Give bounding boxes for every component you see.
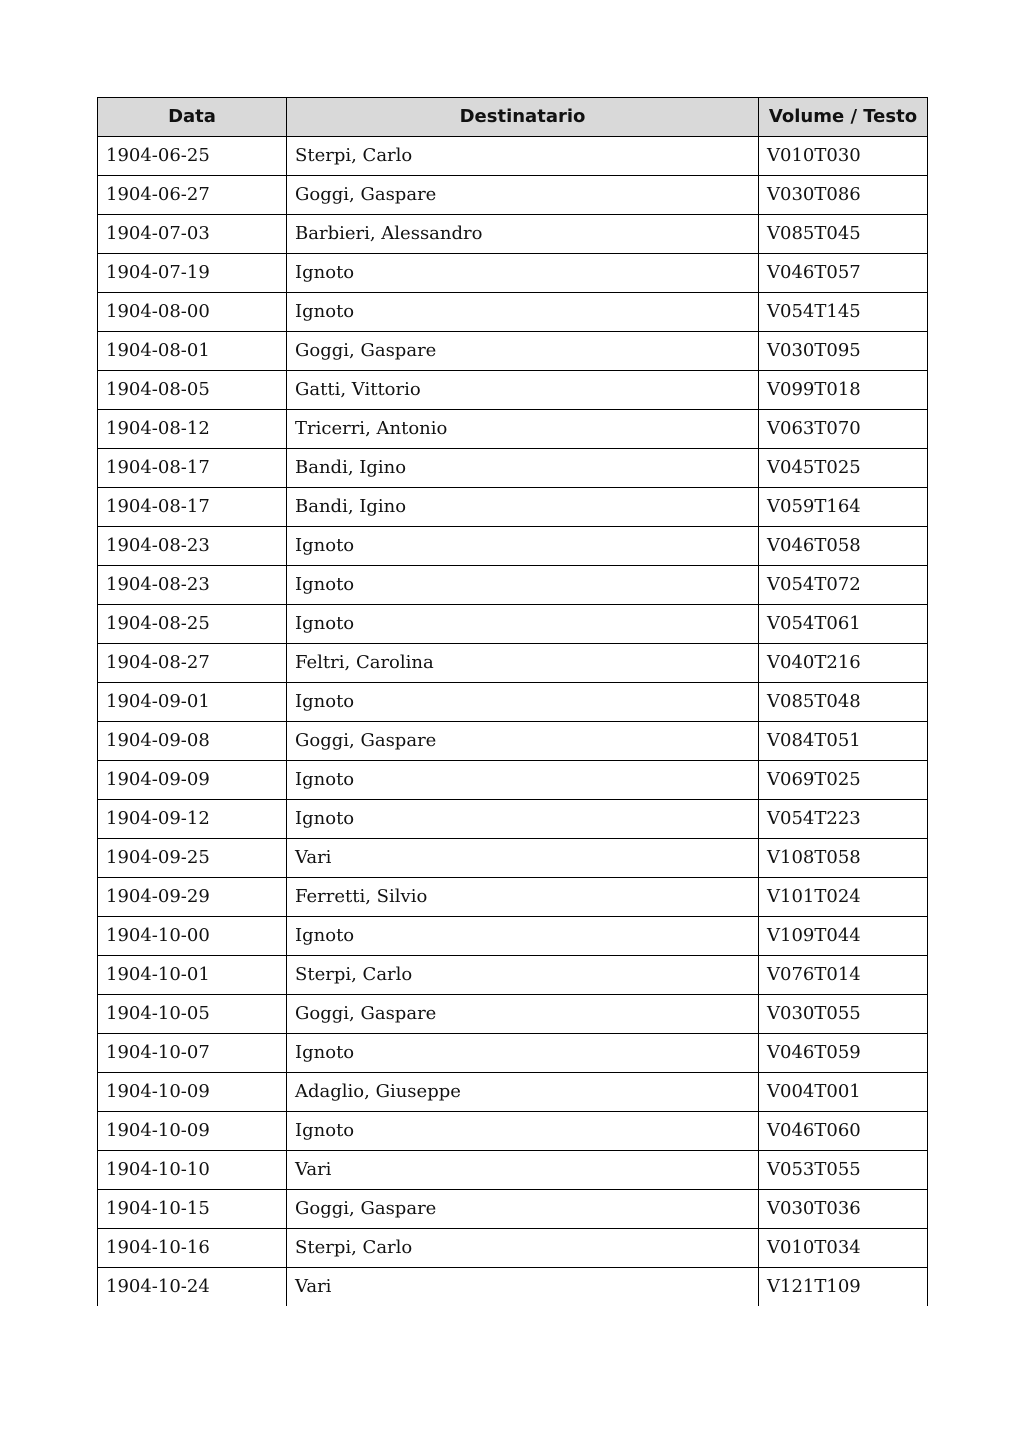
cell-date: 1904-08-00 [98,293,287,332]
cell-date: 1904-08-25 [98,605,287,644]
cell-date: 1904-08-01 [98,332,287,371]
cell-recipient: Vari [287,1151,759,1190]
cell-volume: V040T216 [759,644,928,683]
cell-recipient: Ignoto [287,1034,759,1073]
cell-recipient: Goggi, Gaspare [287,995,759,1034]
column-header-recipient: Destinatario [287,98,759,137]
cell-volume: V054T223 [759,800,928,839]
cell-volume: V108T058 [759,839,928,878]
letters-table [97,97,928,1306]
cell-date: 1904-10-15 [98,1190,287,1229]
table-body [98,137,928,1307]
table-row [98,176,928,215]
cell-date: 1904-10-24 [98,1268,287,1307]
cell-recipient: Ignoto [287,254,759,293]
cell-volume: V054T061 [759,605,928,644]
cell-date: 1904-07-03 [98,215,287,254]
cell-volume: V053T055 [759,1151,928,1190]
cell-date: 1904-07-19 [98,254,287,293]
cell-recipient: Ferretti, Silvio [287,878,759,917]
cell-volume: V030T036 [759,1190,928,1229]
table-row [98,1073,928,1112]
table-row [98,1190,928,1229]
document-page [97,97,927,1306]
cell-recipient: Ignoto [287,761,759,800]
cell-date: 1904-08-17 [98,488,287,527]
cell-volume: V059T164 [759,488,928,527]
cell-recipient: Sterpi, Carlo [287,1229,759,1268]
table-row [98,293,928,332]
cell-date: 1904-10-07 [98,1034,287,1073]
table-row [98,1229,928,1268]
cell-date: 1904-08-05 [98,371,287,410]
cell-volume: V046T057 [759,254,928,293]
cell-recipient: Goggi, Gaspare [287,176,759,215]
cell-volume: V010T030 [759,137,928,176]
column-header-date: Data [98,98,287,137]
cell-date: 1904-10-16 [98,1229,287,1268]
cell-recipient: Ignoto [287,683,759,722]
cell-date: 1904-09-08 [98,722,287,761]
table-row [98,1112,928,1151]
cell-volume: V101T024 [759,878,928,917]
cell-date: 1904-08-12 [98,410,287,449]
table-row [98,1151,928,1190]
cell-recipient: Goggi, Gaspare [287,722,759,761]
cell-volume: V109T044 [759,917,928,956]
cell-date: 1904-09-01 [98,683,287,722]
cell-volume: V054T072 [759,566,928,605]
column-header-volume: Volume / Testo [759,98,928,137]
cell-date: 1904-10-05 [98,995,287,1034]
table-row [98,254,928,293]
cell-date: 1904-10-09 [98,1112,287,1151]
table-row [98,488,928,527]
table-row [98,449,928,488]
cell-recipient: Sterpi, Carlo [287,956,759,995]
cell-volume: V099T018 [759,371,928,410]
cell-volume: V054T145 [759,293,928,332]
cell-recipient: Barbieri, Alessandro [287,215,759,254]
cell-date: 1904-09-09 [98,761,287,800]
cell-date: 1904-06-27 [98,176,287,215]
table-row [98,722,928,761]
cell-date: 1904-08-23 [98,527,287,566]
cell-date: 1904-09-29 [98,878,287,917]
table-row [98,683,928,722]
cell-date: 1904-09-25 [98,839,287,878]
cell-date: 1904-09-12 [98,800,287,839]
cell-volume: V045T025 [759,449,928,488]
cell-date: 1904-06-25 [98,137,287,176]
table-row [98,566,928,605]
cell-recipient: Goggi, Gaspare [287,332,759,371]
table-row [98,761,928,800]
table-row [98,410,928,449]
cell-date: 1904-10-10 [98,1151,287,1190]
cell-recipient: Ignoto [287,800,759,839]
cell-date: 1904-08-27 [98,644,287,683]
cell-recipient: Goggi, Gaspare [287,1190,759,1229]
cell-date: 1904-10-00 [98,917,287,956]
cell-volume: V030T086 [759,176,928,215]
cell-recipient: Vari [287,1268,759,1307]
cell-volume: V004T001 [759,1073,928,1112]
cell-recipient: Ignoto [287,1112,759,1151]
cell-volume: V084T051 [759,722,928,761]
cell-recipient: Tricerri, Antonio [287,410,759,449]
cell-recipient: Ignoto [287,527,759,566]
cell-recipient: Ignoto [287,605,759,644]
cell-date: 1904-10-01 [98,956,287,995]
cell-recipient: Sterpi, Carlo [287,137,759,176]
cell-recipient: Bandi, Igino [287,449,759,488]
cell-volume: V046T059 [759,1034,928,1073]
cell-recipient: Feltri, Carolina [287,644,759,683]
cell-recipient: Ignoto [287,566,759,605]
table-row [98,995,928,1034]
table-row [98,956,928,995]
cell-date: 1904-08-23 [98,566,287,605]
cell-volume: V085T048 [759,683,928,722]
table-row [98,1268,928,1307]
table-row [98,1034,928,1073]
table-row [98,332,928,371]
table-row [98,917,928,956]
cell-recipient: Ignoto [287,293,759,332]
cell-recipient: Bandi, Igino [287,488,759,527]
table-row [98,215,928,254]
table-row [98,800,928,839]
cell-volume: V121T109 [759,1268,928,1307]
cell-volume: V046T058 [759,527,928,566]
table-row [98,839,928,878]
cell-recipient: Vari [287,839,759,878]
table-row [98,605,928,644]
cell-date: 1904-08-17 [98,449,287,488]
cell-volume: V085T045 [759,215,928,254]
table-row [98,137,928,176]
cell-volume: V010T034 [759,1229,928,1268]
cell-volume: V030T095 [759,332,928,371]
table-header-row [98,98,928,137]
cell-volume: V063T070 [759,410,928,449]
cell-volume: V069T025 [759,761,928,800]
cell-date: 1904-10-09 [98,1073,287,1112]
table-row [98,878,928,917]
cell-volume: V046T060 [759,1112,928,1151]
cell-volume: V030T055 [759,995,928,1034]
table-row [98,527,928,566]
cell-recipient: Gatti, Vittorio [287,371,759,410]
cell-recipient: Ignoto [287,917,759,956]
cell-recipient: Adaglio, Giuseppe [287,1073,759,1112]
table-row [98,644,928,683]
cell-volume: V076T014 [759,956,928,995]
table-row [98,371,928,410]
